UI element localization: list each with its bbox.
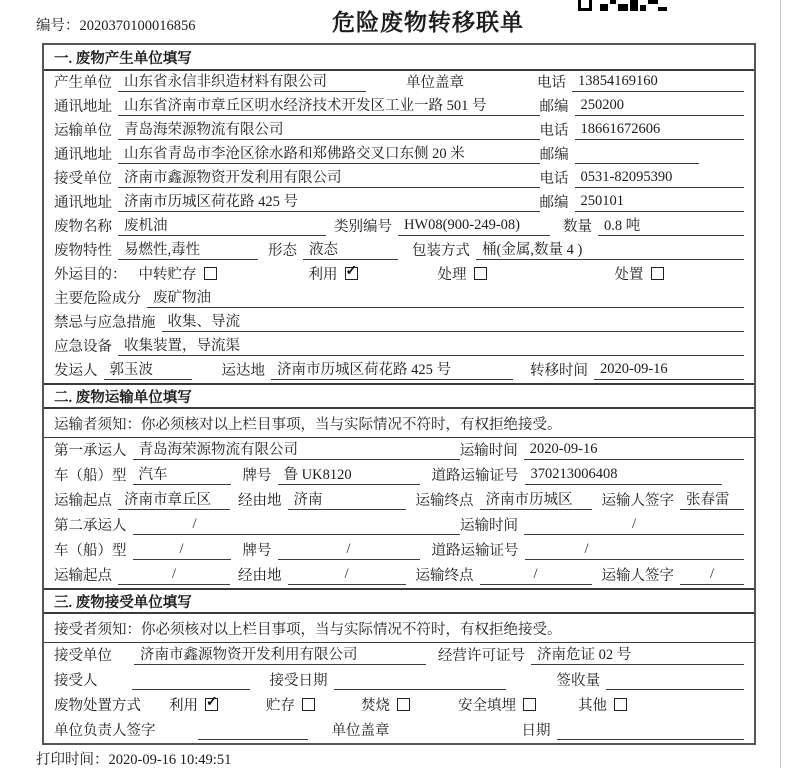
date-value [557, 721, 745, 740]
chief-sign-value [198, 721, 308, 740]
receiver-zip-label: 邮编 [539, 195, 569, 211]
transporter-label: 运输单位 [54, 123, 112, 139]
treat-checkbox[interactable] [474, 267, 487, 280]
producer-addr-label: 通讯地址 [54, 99, 112, 115]
unit-seal-label: 单位盖章 [406, 75, 464, 91]
print-time-label: 打印时间： [36, 752, 109, 768]
row-disposal-method [44, 693, 754, 718]
vehicle1-value: 汽车 [133, 463, 231, 485]
transporter-zip-label: 邮编 [539, 147, 569, 163]
acceptor-label: 接受人 [54, 673, 98, 689]
disposal-landfill-checkbox[interactable] [523, 698, 536, 711]
chief-sign-label: 单位负责人签字 [54, 723, 156, 739]
row-producer [44, 71, 754, 95]
qr-code-fragment [578, 0, 668, 11]
via1-label: 经由地 [238, 493, 282, 509]
serial-number-line [36, 14, 196, 35]
section1-header: 一. 废物产生单位填写 [44, 45, 754, 71]
disposal-option-other [578, 694, 627, 715]
producer-zip-label: 邮编 [539, 99, 569, 115]
receiver-label: 接受单位 [54, 171, 112, 187]
transporter-notice: 运输者须知：你必须核对以上栏目事项，当与实际情况不符时，有权拒绝接受。 [44, 409, 754, 438]
road-cert2-label: 道路运输证号 [431, 543, 519, 559]
category-value: HW08(900-249-08) [398, 217, 550, 236]
vehicle2-value: / [133, 541, 231, 560]
received-qty-value [606, 671, 744, 690]
row-acceptor [44, 668, 754, 693]
license-value: 济南危证 02 号 [531, 643, 744, 665]
row-chief-signature [44, 718, 754, 743]
character-label: 废物特性 [54, 243, 112, 259]
row-consignor [44, 359, 754, 383]
transporter-addr-value: 山东省青岛市李沧区徐水路和郑佛路交叉口东侧 20 米 [118, 142, 540, 164]
option-label: 其他 [578, 698, 607, 714]
receiver-addr-label: 通讯地址 [54, 195, 112, 211]
row-route1 [44, 488, 754, 513]
receiver-phone-label: 电话 [539, 171, 569, 187]
disposal-option-incinerate [361, 694, 410, 715]
producer-phone-value: 13854169160 [572, 73, 744, 92]
hazard-value: 废矿物油 [147, 286, 744, 308]
end1-value: 济南市历城区 [480, 488, 592, 510]
packing-label: 包装方式 [412, 243, 470, 259]
row-waste-character [44, 239, 754, 263]
page-edge-line [780, 0, 781, 768]
carrier1-value: 青岛海荣源物流有限公司 [133, 438, 460, 460]
row-carrier1 [44, 438, 754, 463]
plate2-value: / [278, 541, 420, 560]
producer-value: 山东省永信非织造材料有限公司 [118, 70, 366, 92]
option-label: 利用 [308, 267, 338, 283]
producer-phone-label: 电话 [537, 75, 566, 91]
transfer-time-value: 2020-09-16 [594, 361, 744, 380]
row-vehicle1 [44, 463, 754, 488]
equipment-value: 收集装置，导流渠 [118, 334, 744, 356]
row-transporter-address [44, 143, 754, 167]
waste-name-value: 废机油 [118, 214, 326, 236]
hazard-label: 主要危险成分 [54, 291, 141, 307]
end2-value: / [480, 566, 592, 585]
destination-label: 运达地 [221, 363, 265, 379]
sign1-value: 张春雷 [680, 488, 744, 510]
vehicle2-label: 车（船）型 [54, 543, 127, 559]
receiver-addr-value: 济南市历城区荷花路 425 号 [118, 190, 540, 212]
disposal-option-landfill [458, 694, 536, 715]
accept-date-label: 接受日期 [269, 673, 328, 689]
equipment-label: 应急设备 [54, 339, 112, 355]
transporter-phone-value: 18661672606 [575, 121, 745, 140]
receiver-notice: 接受者须知：你必须核对以上栏目事项，当与实际情况不符时，有权拒绝接受。 [44, 614, 754, 643]
disposal-store-checkbox[interactable] [302, 698, 315, 711]
manifest-form [42, 43, 756, 745]
row-emergency-measures [44, 311, 754, 335]
row-receiver-address [44, 191, 754, 215]
row-emergency-equipment [44, 335, 754, 359]
sign2-value: / [680, 566, 744, 585]
origin1-label: 运输起点 [54, 493, 112, 509]
origin2-label: 运输起点 [54, 568, 112, 584]
row-waste-name [44, 215, 754, 239]
disposal-label: 废物处置方式 [54, 698, 141, 714]
transport-time2-value: / [524, 516, 744, 535]
producer-zip-value: 250200 [575, 97, 745, 116]
row-hazard-component [44, 287, 754, 311]
end1-label: 运输终点 [415, 493, 474, 509]
disposal-other-checkbox[interactable] [614, 698, 627, 711]
road-cert1-value: 370213006408 [525, 466, 723, 485]
purpose-option-use [309, 263, 358, 284]
origin2-value: / [118, 566, 230, 585]
consignor-value: 郭玉波 [104, 358, 192, 380]
serial-label: 编号： [36, 18, 80, 34]
emergency-label: 禁忌与应急措施 [54, 315, 156, 331]
plate1-label: 牌号 [242, 468, 272, 484]
receiver-zip-value: 250101 [575, 193, 745, 212]
road-cert2-value: / [525, 541, 745, 560]
purpose-option-transfer-storage [139, 263, 217, 284]
sign1-label: 运输人签字 [601, 493, 674, 509]
option-label: 中转贮存 [138, 267, 197, 283]
option-label: 安全填埋 [458, 698, 516, 714]
receiver-phone-value: 0531-82095390 [575, 169, 745, 188]
end2-label: 运输终点 [415, 568, 474, 584]
license-label: 经营许可证号 [438, 648, 525, 664]
packing-value: 桶(金属,数量 4 ) [476, 238, 744, 260]
category-label: 类别编号 [334, 219, 392, 235]
received-qty-label: 签收量 [556, 673, 600, 689]
serial-value: 2020370100016856 [79, 18, 196, 34]
row-purpose [44, 263, 754, 287]
consignor-label: 发运人 [54, 363, 98, 379]
character-value: 易燃性,毒性 [118, 238, 258, 260]
form-label: 形态 [268, 243, 297, 259]
transfer-storage-checkbox[interactable] [204, 267, 217, 280]
emergency-value: 收集、导流 [162, 310, 745, 332]
section-producer [44, 45, 754, 383]
page-title: 危险废物转移联单 [332, 10, 524, 35]
form-value: 液态 [303, 238, 398, 260]
purpose-label: 外运目的： [54, 267, 127, 283]
option-label: 焚烧 [361, 698, 390, 714]
purpose-option-treat [438, 263, 487, 284]
accept-date-value [334, 671, 506, 690]
date-label: 日期 [521, 723, 551, 739]
option-label: 利用 [169, 698, 198, 714]
section-transporter [44, 383, 754, 588]
vehicle1-label: 车（船）型 [54, 468, 127, 484]
producer-addr-value: 山东省济南市章丘区明水经济技术开发区工业一路 501 号 [118, 94, 540, 116]
row-accepting-unit [44, 643, 754, 668]
accepting-unit-value: 济南市鑫源物资开发利用有限公司 [134, 643, 426, 665]
disposal-option-use [169, 694, 218, 715]
transporter-value: 青岛海荣源物流有限公司 [118, 118, 540, 140]
row-producer-address [44, 95, 754, 119]
option-label: 处理 [437, 267, 467, 283]
row-receiver [44, 167, 754, 191]
waste-name-label: 废物名称 [54, 219, 112, 235]
section2-header: 二. 废物运输单位填写 [44, 383, 754, 409]
section-receiver [44, 588, 754, 743]
option-label: 贮存 [266, 698, 295, 714]
carrier1-label: 第一承运人 [54, 443, 127, 459]
row-carrier2 [44, 513, 754, 538]
via1-value: 济南 [288, 488, 406, 510]
dispose-checkbox[interactable] [651, 267, 664, 280]
row-transporter [44, 119, 754, 143]
transport-time1-label: 运输时间 [459, 443, 518, 459]
origin1-value: 济南市章丘区 [118, 488, 230, 510]
unit-seal2-label: 单位盖章 [331, 723, 390, 739]
disposal-use-checkbox[interactable] [205, 698, 218, 711]
plate1-value: 鲁 UK8120 [278, 463, 420, 485]
transporter-phone-label: 电话 [539, 123, 569, 139]
row-route2 [44, 563, 754, 588]
section3-header: 三. 废物接受单位填写 [44, 588, 754, 614]
transporter-addr-label: 通讯地址 [54, 147, 112, 163]
print-time-value: 2020-09-16 10:49:51 [108, 752, 232, 768]
qty-value: 0.8 吨 [598, 214, 744, 236]
disposal-incinerate-checkbox[interactable] [397, 698, 410, 711]
plate2-label: 牌号 [242, 543, 272, 559]
receiver-value: 济南市鑫源物资开发利用有限公司 [118, 166, 540, 188]
transporter-zip-value [575, 145, 699, 164]
via2-label: 经由地 [238, 568, 282, 584]
accepting-unit-label: 接受单位 [54, 648, 112, 664]
option-label: 处置 [614, 267, 644, 283]
print-time-line [36, 748, 231, 769]
transfer-time-label: 转移时间 [530, 363, 588, 379]
qty-label: 数量 [563, 219, 592, 235]
sign2-label: 运输人签字 [601, 568, 674, 584]
via2-value: / [288, 566, 406, 585]
row-vehicle2 [44, 538, 754, 563]
transport-time2-label: 运输时间 [460, 518, 518, 534]
disposal-option-store [266, 694, 315, 715]
carrier2-value: / [133, 516, 461, 535]
producer-label: 产生单位 [54, 75, 112, 91]
purpose-option-dispose [615, 263, 664, 284]
road-cert1-label: 道路运输证号 [431, 468, 519, 484]
use-checkbox[interactable] [345, 267, 358, 280]
transport-time1-value: 2020-09-16 [524, 441, 744, 460]
carrier2-label: 第二承运人 [54, 518, 127, 534]
acceptor-value [132, 671, 250, 690]
destination-value: 济南市历城区荷花路 425 号 [271, 358, 513, 380]
